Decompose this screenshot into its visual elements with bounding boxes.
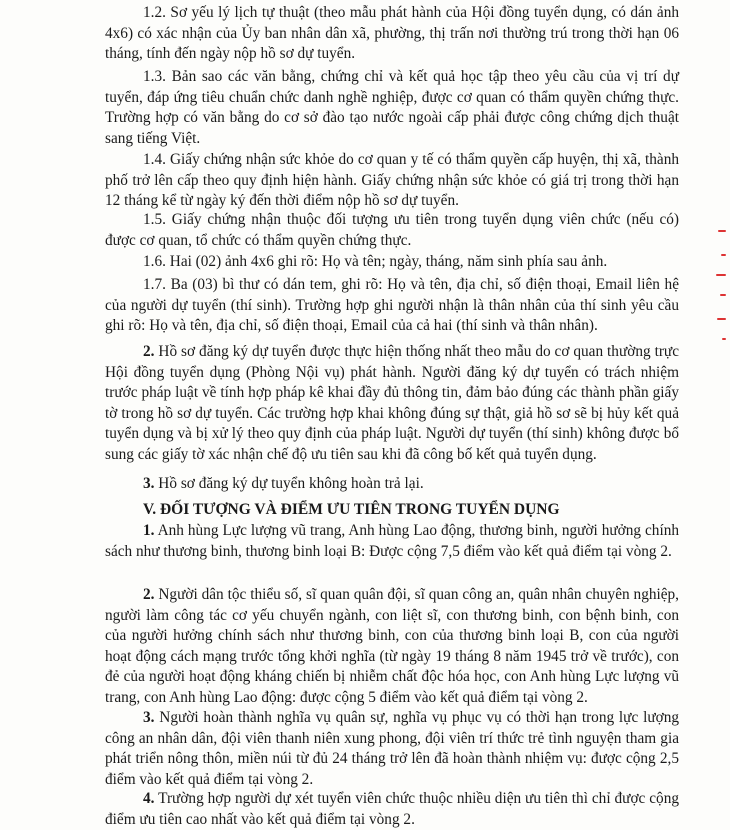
paragraph-2: 2. Hồ sơ đăng ký dự tuyển được thực hiện thống nhất theo mẫu do cơ quan thường trực Hội đồng tuyển dụng (Phòng Nội vụ) phát hành. Người đăng ký dự tuyển có trách nhiệm trước pháp luật về tính hợp pháp kê khai đầy đủ thông tin, đảm bảo đúng các thành phần giấy tờ trong hồ sơ dự tuyển. Các trường hợp khai không đúng sự thật, giả hồ sơ sẽ bị hủy kết quả tuyển dụng và bị xử lý theo quy định của pháp luật. Người dự tuyển (thí sinh) không được bổ sung các giấy tờ xác nhận chế độ ưu tiên sau khi đã công bố kết quả tuyển dụng. — [105, 343, 679, 463]
section-paragraph-2: 2. Người dân tộc thiểu số, sĩ quan quân đội, sĩ quan công an, quân nhân chuyên nghiệp, người làm công tác cơ yếu chuyển ngành, con liệt sĩ, con thương binh, con bệnh binh, con của người hưởng chính sách như thương binh, con của thương binh loại B, con của người hoạt động cách mạng trước tổng khởi nghĩa (từ ngày 19 tháng 8 năm 1945 trở về trước), con đẻ của người hoạt động kháng chiến bị nhiễm chất độc hóa học, con Anh hùng Lực lượng vũ trang, con Anh hùng Lao động: được cộng 5 điểm vào kết quả điểm tại vòng 2. — [105, 586, 679, 706]
paragraph-number: 3. — [143, 475, 155, 492]
paragraph-1-5: 1.5. Giấy chứng nhận thuộc đối tượng ưu tiên trong tuyển dụng viên chức (nếu có) được cơ quan, tổ chức có thẩm quyền chứng thực. — [105, 211, 679, 249]
paragraph-1-6: 1.6. Hai (02) ảnh 4x6 ghi rõ: Họ và tên; ngày, tháng, năm sinh phía sau ảnh. — [143, 253, 608, 270]
section-paragraph-3: 3. Người hoàn thành nghĩa vụ quân sự, nghĩa vụ phục vụ có thời hạn trong lực lượng công an nhân dân, đội viên thanh niên xung phong, đội viên trí thức trẻ tình nguyện tham gia phát triển nông thôn, miền núi từ đủ 24 tháng trở lên đã hoàn thành nhiệm vụ: được cộng 2,5 điểm vào kết quả điểm tại vòng 2. — [105, 709, 679, 788]
paragraph-number: 3. — [143, 709, 155, 726]
paragraph-1-7: 1.7. Ba (03) bì thư có dán tem, ghi rõ: Họ và tên, địa chỉ, số điện thoại, Email liên hệ của người dự tuyển (thí sinh). Trường hợp ghi người nhận là thân nhân của thí sinh yêu cầu ghi rõ: Họ và tên, địa chỉ, số điện thoại, Email của cả hai (thí sinh và thân nhân). — [105, 276, 679, 334]
section-paragraph-1: 1. Anh hùng Lực lượng vũ trang, Anh hùng Lao động, thương binh, người hưởng chính sách như thương binh, thương binh loại B: Được cộng 7,5 điểm vào kết quả điểm tại vòng 2. — [105, 522, 679, 560]
section-heading: V. ĐỐI TƯỢNG VÀ ĐIỂM ƯU TIÊN TRONG TUYỂN DỤNG — [143, 501, 560, 518]
section-paragraph-4: 4. Trường hợp người dự xét tuyển viên chức thuộc nhiều diện ưu tiên thì chỉ được cộng điểm ưu tiên cao nhất vào kết quả điểm tại vòng 2. — [105, 790, 679, 828]
paragraph-number: 1. — [143, 522, 155, 539]
paragraph-number: 2. — [143, 586, 155, 603]
paragraph-number: 4. — [143, 790, 155, 807]
seal-edge-marks — [712, 230, 726, 350]
paragraph-number: 2. — [143, 343, 155, 360]
paragraph-3: 3. Hồ sơ đăng ký dự tuyển không hoàn trả lại. — [143, 475, 424, 492]
paragraph-1-4: 1.4. Giấy chứng nhận sức khỏe do cơ quan y tế có thẩm quyền cấp huyện, thị xã, thành phố trở lên cấp theo quy định hiện hành. Giấy chứng nhận sức khỏe có giá trị trong thời hạn 12 tháng kể từ ngày ký đến thời điểm nộp hồ sơ dự tuyển. — [105, 151, 679, 209]
paragraph-1-3: 1.3. Bản sao các văn bằng, chứng chỉ và kết quả học tập theo yêu cầu của vị trí dự tuyển, đáp ứng tiêu chuẩn chức danh nghề nghiệp, được cơ quan có thẩm quyền chứng thực. Trường hợp có văn bằng do cơ sở đào tạo nước ngoài cấp phải được công chứng dịch thuật sang tiếng Việt. — [105, 68, 679, 147]
paragraph-1-2: 1.2. Sơ yếu lý lịch tự thuật (theo mẫu phát hành của Hội đồng tuyển dụng, có dán ảnh 4x6) có xác nhận của Ủy ban nhân dân xã, phường, thị trấn nơi thường trú trong thời hạn 06 tháng, tính đến ngày nộp hồ sơ dự tuyển. — [105, 4, 679, 62]
